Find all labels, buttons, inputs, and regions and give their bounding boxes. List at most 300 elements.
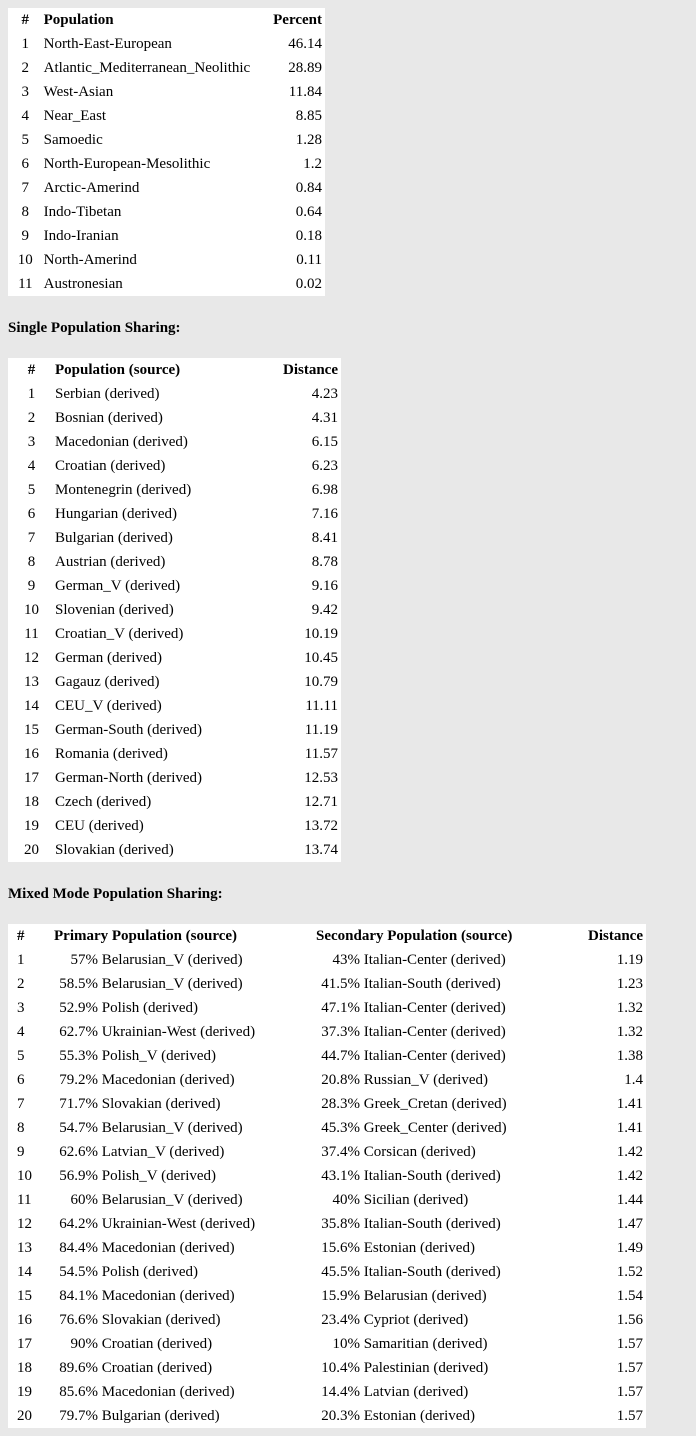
row-index: 3 [21,84,30,100]
row-index: 6 [21,156,30,172]
secondary-percent: 41.5% [321,976,360,992]
primary-name: Ukrainian-West (derived) [101,1216,256,1232]
secondary-percent: 23.4% [321,1312,360,1328]
row-index: 9 [27,578,36,594]
primary-name: Polish (derived) [101,1264,198,1280]
table-row [8,1044,646,1068]
table-row [8,718,341,742]
population-header: Population [43,12,114,28]
secondary-percent: 37.4% [321,1144,360,1160]
population-name: North-European-Mesolithic [43,156,211,172]
distance-value: 8.41 [311,530,338,546]
primary-percent: 89.6% [59,1360,98,1376]
row-index: 16 [17,1312,32,1328]
secondary-percent: 47.1% [321,1000,360,1016]
table-row [8,1116,646,1140]
row-index: 19 [24,818,39,834]
row-index: 5 [27,482,36,498]
table-row [8,430,341,454]
secondary-percent: 10% [332,1336,360,1352]
population-name: Indo-Tibetan [43,204,122,220]
population-source-header: Population (source) [55,362,181,378]
table-row [8,526,341,550]
row-index: 5 [17,1048,25,1064]
secondary-name: Palestinian (derived) [363,1360,489,1376]
primary-population [54,1116,316,1140]
percent-value: 28.89 [288,60,322,76]
index-header: # [21,12,30,28]
distance-value: 1.56 [616,1312,643,1328]
primary-population [54,996,316,1020]
mixed-mode-rows [8,948,646,1428]
table-row [8,248,325,272]
secondary-percent: 14.4% [321,1384,360,1400]
population-name: Slovenian (derived) [55,602,174,618]
secondary-name: Belarusian (derived) [363,1288,487,1304]
percent-value: 0.64 [295,204,322,220]
percent-value: 11.84 [288,84,322,100]
table-row [8,176,325,200]
row-index: 11 [17,1192,32,1208]
primary-population [54,1188,316,1212]
distance-value: 1.54 [616,1288,643,1304]
primary-percent: 54.5% [59,1264,98,1280]
distance-value: 1.57 [616,1384,643,1400]
population-name: Gagauz (derived) [55,674,160,690]
row-index: 4 [21,108,30,124]
row-index: 2 [17,976,25,992]
primary-population [54,1356,316,1380]
secondary-name: Samaritian (derived) [363,1336,488,1352]
distance-value: 9.16 [311,578,338,594]
row-index: 15 [17,1288,32,1304]
table-row [8,406,341,430]
primary-population-header: Primary Population (source) [54,928,238,944]
primary-name: Macedonian (derived) [101,1288,235,1304]
secondary-name: Italian-South (derived) [363,976,501,992]
population-name: West-Asian [43,84,114,100]
distance-value: 10.45 [304,650,338,666]
row-index: 17 [17,1336,32,1352]
secondary-name: Russian_V (derived) [363,1072,489,1088]
primary-population [54,1284,316,1308]
table-row [8,56,325,80]
row-index: 20 [17,1408,32,1424]
table-row [8,622,341,646]
population-name: Romania (derived) [55,746,168,762]
primary-name: Latvian_V (derived) [101,1144,225,1160]
primary-name: Macedonian (derived) [101,1072,235,1088]
distance-value: 9.42 [311,602,338,618]
primary-percent: 57% [70,952,98,968]
population-name: Hungarian (derived) [55,506,178,522]
distance-value: 10.19 [304,626,338,642]
secondary-percent: 20.3% [321,1408,360,1424]
percent-value: 46.14 [288,36,322,52]
row-index: 7 [21,180,30,196]
table-row [8,382,341,406]
secondary-population-header: Secondary Population (source) [316,928,513,944]
distance-value: 1.4 [624,1072,643,1088]
distance-value: 1.42 [616,1168,643,1184]
row-index: 8 [21,204,30,220]
distance-value: 10.79 [304,674,338,690]
row-index: 7 [17,1096,25,1112]
row-index: 16 [24,746,39,762]
single-population-table [8,358,341,862]
distance-value: 4.23 [311,386,338,402]
mixed-header-row [8,924,646,948]
table-row [8,1092,646,1116]
row-index: 14 [17,1264,32,1280]
table-row [8,694,341,718]
primary-percent: 55.3% [59,1048,98,1064]
secondary-name: Italian-Center (derived) [363,1048,506,1064]
distance-value: 11.19 [304,722,338,738]
percent-value: 0.84 [295,180,322,196]
distance-value: 13.72 [304,818,338,834]
primary-name: Bulgarian (derived) [101,1408,220,1424]
population-name: German-North (derived) [55,770,203,786]
distance-value: 1.32 [616,1024,643,1040]
table-row [8,1188,646,1212]
secondary-population [316,1164,578,1188]
admixture-rows [8,32,325,296]
primary-population [54,1044,316,1068]
primary-population [54,1140,316,1164]
primary-population [54,948,316,972]
secondary-population [316,1404,578,1428]
single-population-heading: Single Population Sharing: [8,320,181,336]
row-index: 6 [27,506,36,522]
primary-percent: 56.9% [59,1168,98,1184]
secondary-percent: 43.1% [321,1168,360,1184]
secondary-population [316,948,578,972]
percent-value: 1.2 [303,156,322,172]
row-index: 4 [17,1024,25,1040]
distance-value: 12.71 [304,794,338,810]
secondary-population [316,996,578,1020]
table-row [8,1380,646,1404]
secondary-name: Italian-South (derived) [363,1216,501,1232]
secondary-name: Latvian (derived) [363,1384,469,1400]
table-row [8,670,341,694]
population-name: CEU (derived) [55,818,144,834]
row-index: 19 [17,1384,32,1400]
secondary-name: Italian-South (derived) [363,1264,501,1280]
row-index: 10 [17,1168,32,1184]
population-name: Croatian (derived) [55,458,166,474]
table-row [8,1212,646,1236]
distance-value: 1.42 [616,1144,643,1160]
table-row [8,128,325,152]
population-name: Croatian_V (derived) [55,626,184,642]
distance-value: 1.19 [616,952,643,968]
primary-population [54,1308,316,1332]
primary-population [54,1068,316,1092]
table-row [8,454,341,478]
secondary-population [316,1044,578,1068]
primary-name: Croatian (derived) [101,1336,213,1352]
row-index: 1 [21,36,30,52]
table-row [8,32,325,56]
row-index: 7 [27,530,36,546]
primary-name: Belarusian_V (derived) [101,1120,243,1136]
population-name: Indo-Iranian [43,228,119,244]
population-name: Austrian (derived) [55,554,166,570]
table-row [8,1260,646,1284]
single-population-rows [8,382,341,862]
table-row [8,478,341,502]
distance-value: 1.57 [616,1408,643,1424]
population-name: German (derived) [55,650,163,666]
secondary-name: Sicilian (derived) [363,1192,469,1208]
primary-population [54,1236,316,1260]
table-row [8,80,325,104]
table-row [8,1236,646,1260]
table-row [8,1164,646,1188]
row-index: 12 [17,1216,32,1232]
secondary-percent: 20.8% [321,1072,360,1088]
table-row [8,272,325,296]
secondary-population [316,1356,578,1380]
table-row [8,1068,646,1092]
primary-population [54,1020,316,1044]
distance-value: 1.38 [616,1048,643,1064]
distance-value: 1.32 [616,1000,643,1016]
distance-value: 4.31 [311,410,338,426]
mixed-mode-table [8,924,646,1428]
secondary-population [316,1092,578,1116]
population-name: Montenegrin (derived) [55,482,192,498]
percent-value: 0.18 [295,228,322,244]
distance-value: 6.23 [311,458,338,474]
row-index: 3 [27,434,36,450]
distance-header: Distance [283,362,338,378]
secondary-name: Italian-South (derived) [363,1168,501,1184]
row-index: 11 [18,276,33,292]
primary-name: Macedonian (derived) [101,1384,235,1400]
percent-header: Percent [273,12,322,28]
population-name: Slovakian (derived) [55,842,174,858]
secondary-name: Corsican (derived) [363,1144,476,1160]
primary-name: Ukrainian-West (derived) [101,1024,256,1040]
distance-value: 13.74 [304,842,338,858]
population-name: Austronesian [43,276,123,292]
distance-value: 1.57 [616,1360,643,1376]
primary-population [54,1260,316,1284]
row-index: 1 [17,952,25,968]
primary-name: Polish (derived) [101,1000,198,1016]
distance-value: 11.57 [304,746,338,762]
index-header: # [27,362,36,378]
distance-value: 1.47 [616,1216,643,1232]
row-index: 20 [24,842,39,858]
primary-percent: 52.9% [59,1000,98,1016]
primary-percent: 79.7% [59,1408,98,1424]
secondary-population [316,972,578,996]
table-row [8,972,646,996]
secondary-percent: 15.9% [321,1288,360,1304]
table-row [8,742,341,766]
primary-percent: 84.4% [59,1240,98,1256]
distance-value: 8.78 [311,554,338,570]
distance-value: 1.57 [616,1336,643,1352]
row-index: 10 [17,252,33,268]
table-row [8,838,341,862]
primary-population [54,972,316,996]
row-index: 11 [24,626,39,642]
population-name: Czech (derived) [55,794,152,810]
percent-value: 8.85 [295,108,322,124]
table-row [8,766,341,790]
primary-percent: 54.7% [59,1120,98,1136]
population-name: German_V (derived) [55,578,181,594]
primary-name: Belarusian_V (derived) [101,1192,243,1208]
row-index: 18 [17,1360,32,1376]
distance-header: Distance [588,928,643,944]
distance-value: 1.41 [616,1096,643,1112]
row-index: 9 [21,228,30,244]
distance-value: 1.23 [616,976,643,992]
table-row [8,1308,646,1332]
row-index: 13 [17,1240,32,1256]
secondary-population [316,1188,578,1212]
row-index: 15 [24,722,39,738]
primary-percent: 79.2% [59,1072,98,1088]
secondary-population [316,1380,578,1404]
admixture-table [8,8,325,296]
primary-population [54,1092,316,1116]
table-row [8,574,341,598]
population-name: Serbian (derived) [55,386,160,402]
secondary-percent: 35.8% [321,1216,360,1232]
population-name: North-East-European [43,36,172,52]
table-row [8,1332,646,1356]
primary-percent: 84.1% [59,1288,98,1304]
row-index: 13 [24,674,39,690]
table-row [8,1020,646,1044]
secondary-percent: 43% [332,952,360,968]
secondary-name: Italian-Center (derived) [363,952,506,968]
distance-value: 7.16 [311,506,338,522]
population-name: German-South (derived) [55,722,203,738]
row-index: 12 [24,650,39,666]
secondary-percent: 15.6% [321,1240,360,1256]
primary-population [54,1212,316,1236]
primary-name: Belarusian_V (derived) [101,952,243,968]
primary-name: Belarusian_V (derived) [101,976,243,992]
primary-population [54,1380,316,1404]
population-name: Macedonian (derived) [55,434,188,450]
row-index: 10 [24,602,39,618]
secondary-name: Estonian (derived) [363,1408,475,1424]
population-name: Bulgarian (derived) [55,530,173,546]
secondary-name: Greek_Cretan (derived) [363,1096,507,1112]
secondary-population [316,1068,578,1092]
population-name: Atlantic_Mediterranean_Neolithic [43,60,251,76]
row-index: 5 [21,132,30,148]
percent-value: 0.11 [296,252,322,268]
distance-value: 12.53 [304,770,338,786]
table-row [8,996,646,1020]
table-row [8,502,341,526]
secondary-population [316,1308,578,1332]
percent-value: 1.28 [295,132,322,148]
secondary-name: Italian-Center (derived) [363,1000,506,1016]
secondary-population [316,1116,578,1140]
index-header: # [17,928,25,944]
single-header-row [8,358,341,382]
primary-percent: 85.6% [59,1384,98,1400]
population-name: CEU_V (derived) [55,698,162,714]
table-row [8,1404,646,1428]
secondary-percent: 37.3% [321,1024,360,1040]
table-row [8,814,341,838]
population-name: Samoedic [43,132,103,148]
table-row [8,1140,646,1164]
population-name: Bosnian (derived) [55,410,163,426]
secondary-percent: 45.5% [321,1264,360,1280]
primary-population [54,1164,316,1188]
row-index: 4 [27,458,36,474]
admixture-header-row [8,8,325,32]
primary-percent: 90% [70,1336,98,1352]
primary-percent: 64.2% [59,1216,98,1232]
secondary-population [316,1212,578,1236]
table-row [8,224,325,248]
table-row [8,1284,646,1308]
secondary-percent: 10.4% [321,1360,360,1376]
row-index: 14 [24,698,39,714]
row-index: 2 [27,410,36,426]
row-index: 9 [17,1144,25,1160]
primary-population [54,1404,316,1428]
row-index: 3 [17,1000,25,1016]
distance-value: 11.11 [305,698,338,714]
primary-percent: 76.6% [59,1312,98,1328]
primary-name: Slovakian (derived) [101,1096,221,1112]
table-row [8,1356,646,1380]
table-row [8,152,325,176]
secondary-name: Italian-Center (derived) [363,1024,506,1040]
primary-percent: 71.7% [59,1096,98,1112]
percent-value: 0.02 [295,276,322,292]
row-index: 2 [21,60,30,76]
secondary-percent: 45.3% [321,1120,360,1136]
primary-name: Polish_V (derived) [101,1048,217,1064]
secondary-population [316,1284,578,1308]
distance-value: 1.41 [616,1120,643,1136]
table-row [8,790,341,814]
primary-name: Slovakian (derived) [101,1312,221,1328]
secondary-population [316,1140,578,1164]
secondary-population [316,1236,578,1260]
secondary-name: Estonian (derived) [363,1240,475,1256]
row-index: 18 [24,794,39,810]
secondary-name: Cypriot (derived) [363,1312,469,1328]
primary-percent: 62.6% [59,1144,98,1160]
distance-value: 6.15 [311,434,338,450]
row-index: 17 [24,770,39,786]
row-index: 8 [27,554,36,570]
primary-percent: 60% [70,1192,98,1208]
distance-value: 1.44 [616,1192,643,1208]
secondary-percent: 40% [332,1192,360,1208]
secondary-population [316,1020,578,1044]
secondary-percent: 28.3% [321,1096,360,1112]
row-index: 6 [17,1072,25,1088]
